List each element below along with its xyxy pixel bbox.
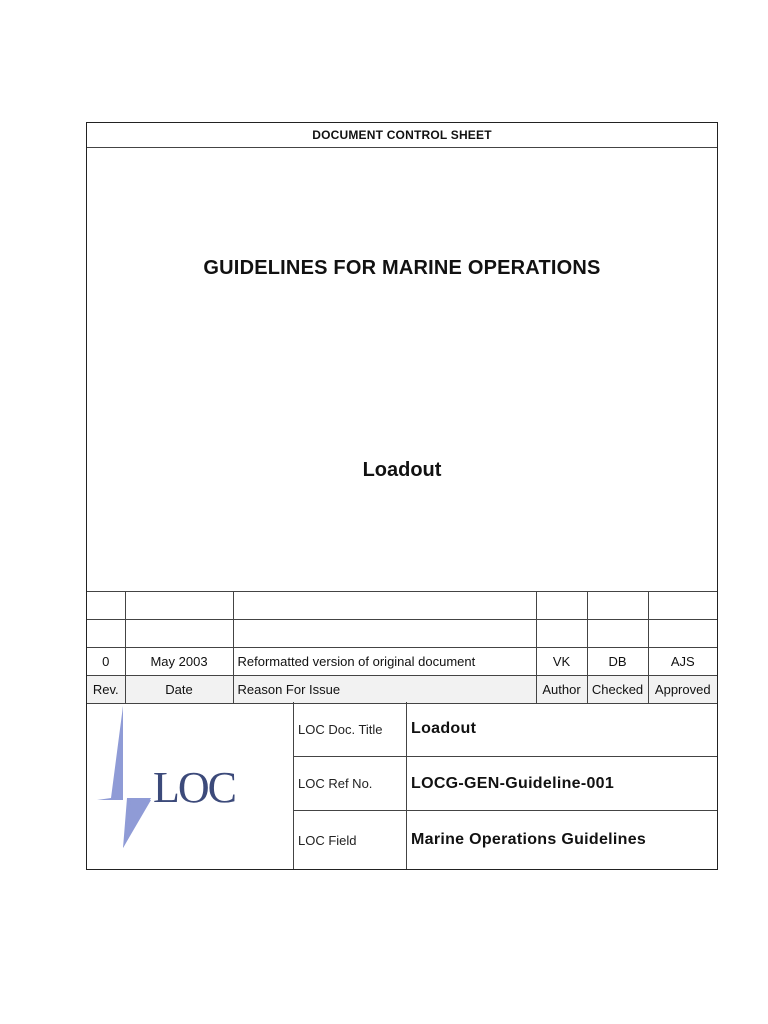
loc-logo-text: LOC	[153, 763, 235, 812]
document-main-title: GUIDELINES FOR MARINE OPERATIONS	[203, 257, 601, 279]
date-cell	[125, 620, 233, 648]
revision-row	[87, 592, 717, 620]
info-row-ref-no	[294, 757, 717, 811]
approved-cell: AJS	[648, 648, 717, 676]
reason-cell: Reformatted version of original document	[233, 648, 536, 676]
author-cell: VK	[536, 648, 587, 676]
date-cell: May 2003	[125, 648, 233, 676]
rev-cell: 0	[87, 648, 125, 676]
field-label: LOC Field	[294, 811, 407, 869]
revision-row	[87, 648, 717, 676]
author-cell	[536, 620, 587, 648]
logo-cell	[87, 702, 294, 869]
doc-title-label: LOC Doc. Title	[294, 702, 407, 756]
doc-title-value: Loadout	[411, 720, 477, 737]
checked-cell: DB	[587, 648, 648, 676]
info-row-field	[294, 811, 717, 869]
ref-no-value: LOCG-GEN-Guideline-001	[411, 774, 615, 792]
rev-cell	[87, 592, 125, 620]
document-info-block	[87, 702, 717, 869]
ref-no-label: LOC Ref No.	[294, 757, 407, 810]
author-cell	[536, 592, 587, 620]
date-header: Date	[125, 676, 233, 704]
document-subtitle: Loadout	[362, 459, 442, 481]
rev-cell	[87, 620, 125, 648]
checked-cell	[587, 592, 648, 620]
reason-cell	[233, 592, 536, 620]
approved-cell	[648, 592, 717, 620]
checked-header: Checked	[587, 676, 648, 704]
revision-row	[87, 620, 717, 648]
checked-cell	[587, 620, 648, 648]
author-header: Author	[536, 676, 587, 704]
sheet-header: DOCUMENT CONTROL SHEET	[87, 123, 717, 148]
approved-cell	[648, 620, 717, 648]
info-row-doc-title	[294, 702, 717, 757]
field-value: Marine Operations Guidelines	[411, 831, 647, 848]
revision-table	[87, 591, 717, 704]
document-control-sheet	[86, 122, 718, 870]
date-cell	[125, 592, 233, 620]
revision-header-row	[87, 676, 717, 704]
rev-header: Rev.	[87, 676, 125, 704]
reason-cell	[233, 620, 536, 648]
approved-header: Approved	[648, 676, 717, 704]
reason-header: Reason For Issue	[233, 676, 536, 704]
